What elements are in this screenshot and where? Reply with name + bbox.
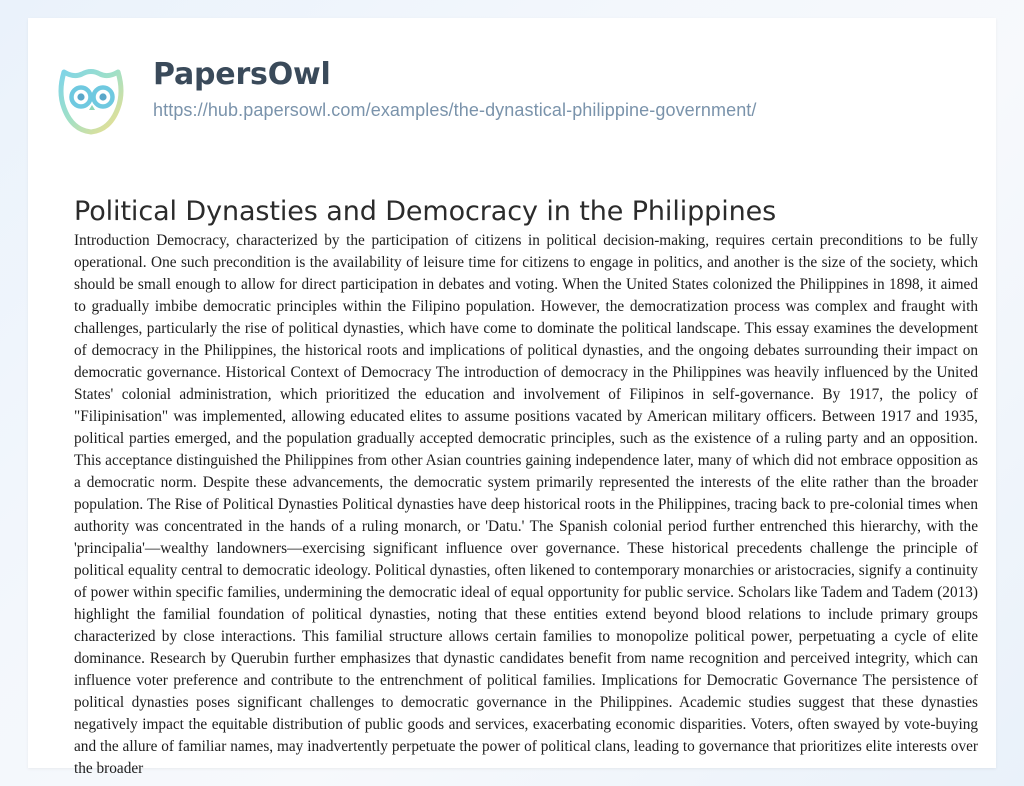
document-body-text: Introduction Democracy, characterized by the participation of citizens in political decision-making, requires certain preconditions to be fully operational. One such precondition is the availability of leisure time for citizens to engage in politics, and another is the size of the society, which should be small enough to allow for direct participation in debates and voting. When the United States colonized the Philippines in 1898, it aimed to gradually imbibe democratic principles within the Filipino population. However, the democratization process was complex and fraught with challenges, particularly the rise of political dynasties, which have come to dominate the political landscape. This essay examines the development of democracy in the Philippines, the historical roots and implications of political dynasties, and the ongoing debates surrounding their impact on democratic governance. Historical Context of Democracy The introduction of democracy in the Philippines was heavily influenced by the United States' colonial administration, which prioritized the education and involvement of Filipinos in self-governance. By 1917, the policy of "Filipinisation" was implemented, allowing educated elites to assume positions vacated by American military officers. Between 1917 and 1935, political parties emerged, and the population gradually accepted democratic principles, such as the existence of a ruling party and an opposition. This acceptance distinguished the Philippines from other Asian countries gaining independence later, many of which did not embrace opposition as a democratic norm. Despite these advancements, the democratic system primarily represented the interests of the elite rather than the broader population. The Rise of Political Dynasties Political dynasties have deep historical roots in the Philippines, tracing back to pre-colonial times when authority was concentrated in the hands of a ruling monarch, or 'Datu.' The Spanish colonial period further entrenched this hierarchy, with the 'principalia'—wealthy landowners—exercising significant influence over governance. These historical precedents challenge the principle of political equality central to democratic ideology. Political dynasties, often likened to contemporary monarchies or aristocracies, signify a continuity of power within specific families, undermining the democratic ideal of equal opportunity for public service. Scholars like Tadem and Tadem (2013) highlight the familial foundation of political dynasties, noting that these entities extend beyond blood relations to include primary groups characterized by close interactions. This familial structure allows certain families to monopolize political power, perpetuating a cycle of elite dominance. Research by Querubin further emphasizes that dynastic candidates benefit from name recognition and perceived integrity, which can influence voter preference and contribute to the entrenchment of political families. Implications for Democratic Governance The persistence of political dynasties poses significant challenges to democratic governance in the Philippines. Academic studies suggest that these dynasties negatively impact the equitable distribution of public goods and services, exacerbating economic disparities. Voters, often swayed by vote-buying and the allure of familiar names, may inadvertently perpetuate the power of political clans, leading to governance that prioritizes elite interests over the broader bbox=[74, 232, 978, 778]
document-page bbox=[28, 18, 996, 778]
site-header bbox=[28, 18, 996, 130]
source-url[interactable]: https://hub.papersowl.com/examples/the-dynastical-philippine-government/ bbox=[153, 100, 757, 120]
owl-logo-icon bbox=[50, 58, 132, 136]
brand-block bbox=[153, 57, 757, 121]
brand-name: PapersOwl bbox=[153, 57, 331, 92]
page-title: Political Dynasties and Democracy in the Philippines bbox=[74, 196, 777, 228]
